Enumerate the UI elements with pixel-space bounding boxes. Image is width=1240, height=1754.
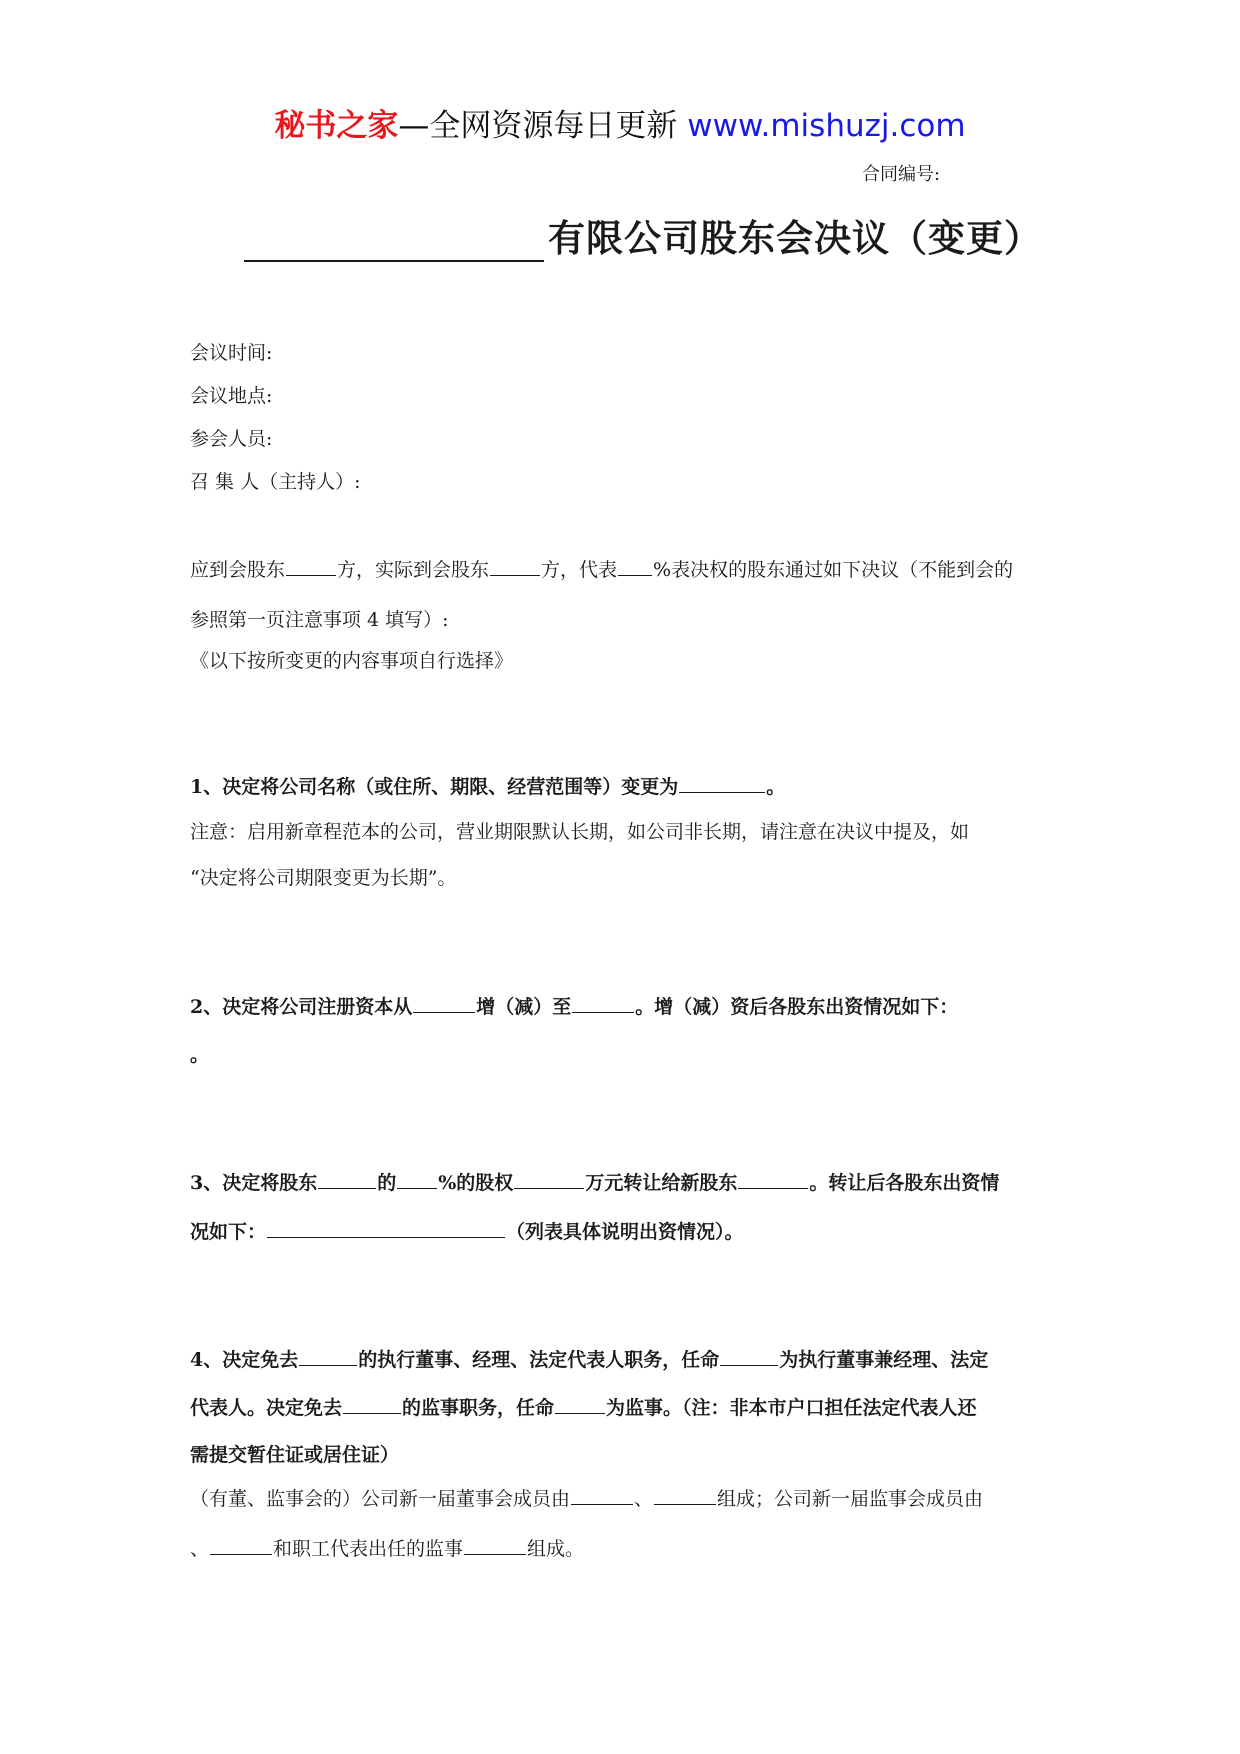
meeting-convener-label: 召 集 人（主持人）: <box>190 471 361 493</box>
item-text-part: 增（减）至 <box>476 996 572 1018</box>
item-text-part: 的监事职务，任命 <box>402 1397 555 1419</box>
item-text-part: 、 <box>634 1488 654 1510</box>
company-name-blank <box>244 222 544 262</box>
item-3-heading <box>190 1168 999 1195</box>
item-2-heading <box>190 992 958 1019</box>
blank-field <box>571 1485 633 1505</box>
blank-field <box>555 1394 605 1414</box>
item-1-note-line-2: “决定将公司期限变更为长期”。 <box>190 867 457 889</box>
item-text-part: 和职工代表出任的监事 <box>273 1538 464 1560</box>
item-text-part: 组成；公司新一届监事会成员由 <box>717 1488 984 1510</box>
item-text-part: 况如下： <box>190 1221 267 1243</box>
item-text-part: 为监事。（注：非本市户口担任法定代表人还 <box>606 1397 977 1419</box>
item-1-heading <box>190 772 785 799</box>
item-text-part: 4、决定免去 <box>190 1349 299 1371</box>
blank-field <box>413 993 475 1013</box>
item-2-line-2: 。 <box>190 1044 210 1066</box>
document-title <box>244 208 1042 262</box>
blank-field <box>514 1169 584 1189</box>
contract-number-label: 合同编号: <box>862 164 941 185</box>
blank-field <box>210 1535 272 1555</box>
blank-field <box>572 993 634 1013</box>
blank-field <box>654 1485 716 1505</box>
item-text-part: 、 <box>190 1538 210 1560</box>
meeting-time-label: 会议时间: <box>190 342 273 364</box>
item-text-part: 组成。 <box>527 1538 585 1560</box>
site-banner <box>0 100 1240 145</box>
item-text-part: 代表人。决定免去 <box>190 1397 343 1419</box>
blank-field <box>720 1346 778 1366</box>
item-text-part: （有董、监事会的）公司新一届董事会成员由 <box>190 1488 571 1510</box>
item-text-part: 万元转让给新股东 <box>585 1172 738 1194</box>
banner-url[interactable]: www.mishuzj.com <box>687 108 966 144</box>
item-4-line-3: 需提交暂住证或居住证） <box>190 1444 400 1466</box>
item-1-note-line-1: 注意：启用新章程范本的公司，营业期限默认长期，如公司非长期，请注意在决议中提及，如 <box>190 821 970 843</box>
item-4-line-2 <box>190 1393 977 1420</box>
blank-field <box>397 1169 437 1189</box>
item-text-part: %的股权 <box>438 1172 514 1194</box>
item-text-part: 1、决定将公司名称（或住所、期限、经营范围等）变更为 <box>190 776 679 798</box>
quorum-text-part: 方，代表 <box>541 559 618 581</box>
blank-field <box>267 1218 505 1238</box>
blank-field <box>738 1169 808 1189</box>
quorum-text-part: 应到会股东 <box>190 559 286 581</box>
banner-brand: 秘书之家 <box>274 108 399 144</box>
blank-field <box>618 556 652 576</box>
blank-field <box>464 1535 526 1555</box>
quorum-text-part: %表决权的股东通过如下决议（不能到会的 <box>653 559 1014 581</box>
meeting-attendees-label: 参会人员: <box>190 428 273 450</box>
item-4-heading <box>190 1345 988 1372</box>
selection-note: 《以下按所变更的内容事项自行选择》 <box>190 650 514 672</box>
quorum-line-2: 参照第一页注意事项 4 填写）: <box>190 609 449 631</box>
item-text-part: 。转让后各股东出资情 <box>809 1172 1000 1194</box>
blank-field <box>679 773 765 793</box>
item-4-line-4 <box>190 1484 983 1511</box>
blank-field <box>286 556 336 576</box>
item-text-part: 的 <box>377 1172 397 1194</box>
quorum-line-1 <box>190 555 1013 582</box>
document-title-text: 有限公司股东会决议（变更） <box>548 216 1042 260</box>
banner-slogan: —全网资源每日更新 <box>398 108 688 144</box>
item-text-part: （列表具体说明出资情况）。 <box>506 1221 744 1243</box>
meeting-place-label: 会议地点: <box>190 385 273 407</box>
item-text-part: 为执行董事兼经理、法定 <box>779 1349 989 1371</box>
item-text-part: 3、决定将股东 <box>190 1172 318 1194</box>
blank-field <box>343 1394 401 1414</box>
item-text-part: 的执行董事、经理、法定代表人职务，任命 <box>358 1349 720 1371</box>
blank-field <box>299 1346 357 1366</box>
blank-field <box>318 1169 376 1189</box>
item-text-part: 。增（减）资后各股东出资情况如下： <box>635 996 959 1018</box>
item-3-line-2 <box>190 1217 744 1244</box>
item-text-part: 2、决定将公司注册资本从 <box>190 996 413 1018</box>
item-4-line-5 <box>190 1534 584 1561</box>
item-text-part: 。 <box>766 776 786 798</box>
quorum-text-part: 方，实际到会股东 <box>337 559 490 581</box>
blank-field <box>490 556 540 576</box>
